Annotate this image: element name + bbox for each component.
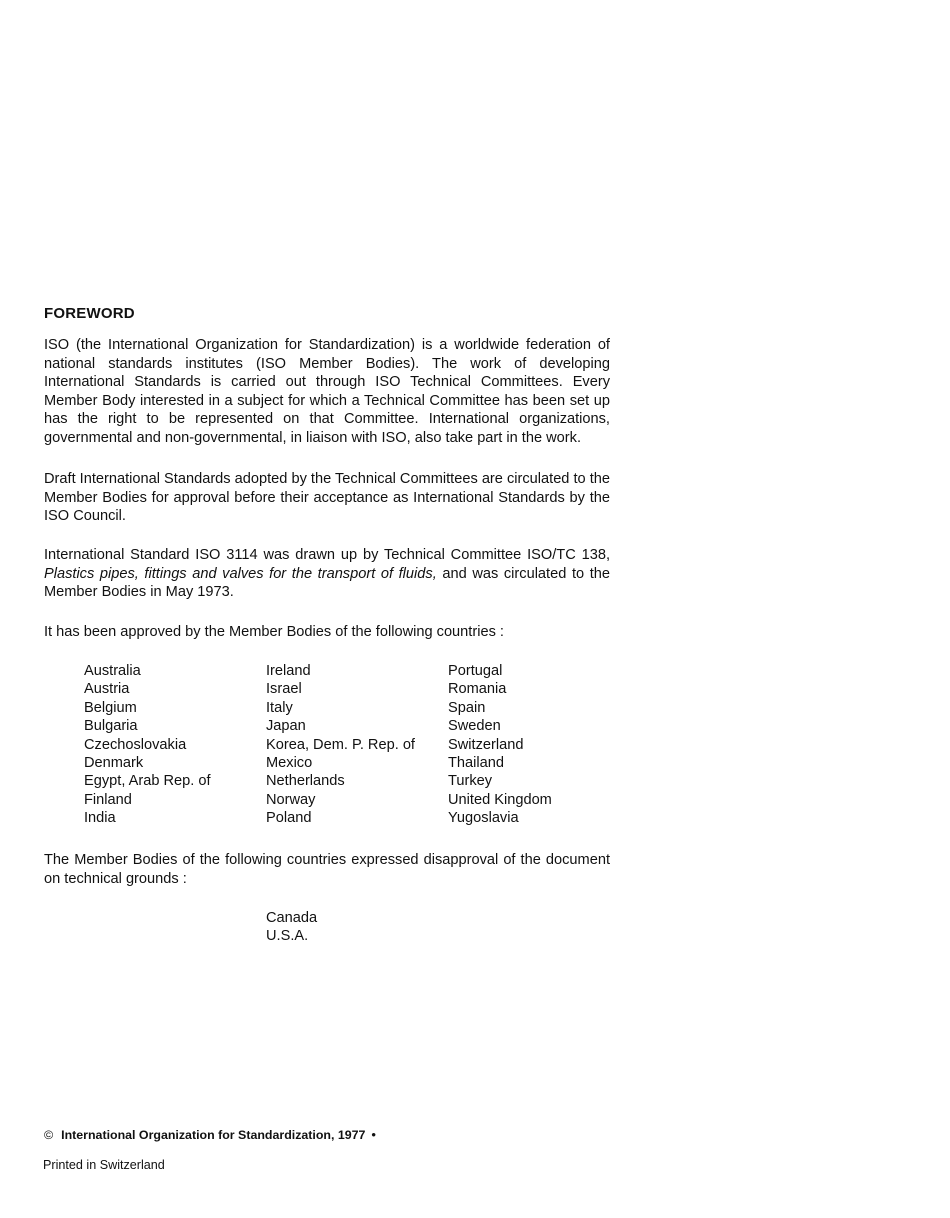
approving-countries-list xyxy=(84,662,624,828)
country-item: Austria xyxy=(84,681,130,698)
country-item: Netherlands xyxy=(266,773,345,790)
country-item: Bulgaria xyxy=(84,718,138,735)
country-item: United Kingdom xyxy=(448,791,552,808)
country-item: Yugoslavia xyxy=(448,810,519,827)
country-item: Spain xyxy=(448,699,486,716)
country-item: U.S.A. xyxy=(266,928,309,945)
country-item: Czechoslovakia xyxy=(84,736,187,753)
foreword-heading: FOREWORD xyxy=(44,305,135,322)
country-item: Mexico xyxy=(266,755,313,772)
paragraph-iso-3114-start: International Standard ISO 3114 was drawn up by Technical Committee ISO/TC 138, xyxy=(44,547,610,563)
country-item: Denmark xyxy=(84,755,144,772)
disapproving-countries-list xyxy=(266,909,317,946)
paragraph-disapproval-intro: The Member Bodies of the following countries expressed disapproval of the document on technical grounds : xyxy=(44,852,610,887)
paragraph-draft-standards: Draft International Standards adopted by the Technical Committees are circulated to the Member Bodies for approval before their acceptance as International Standards by the ISO Council. xyxy=(44,471,610,524)
copyright-symbol: © xyxy=(44,1128,54,1142)
country-item: Japan xyxy=(266,718,306,735)
bullet-icon: • xyxy=(371,1128,376,1142)
country-item: Romania xyxy=(448,681,507,698)
country-item: Turkey xyxy=(448,773,493,790)
country-item: Poland xyxy=(266,810,312,827)
paragraph-iso-3114 xyxy=(44,546,610,602)
paragraph-iso-intro: ISO (the International Organization for Standardization) is a worldwide federation of national standards institutes (ISO Member Bodies). The work of developing International Standards is carried out through ISO Technical Committees. Every Member Body interested in a subject for which a Technical Committee has been set up has the right to be represented on that Committee. International organizations, governmental and non-governmental, in liaison with ISO, also take part in the work. xyxy=(44,337,610,446)
country-item: Israel xyxy=(266,681,302,698)
committee-title: Plastics pipes, fittings and valves for the transport of fluids, xyxy=(44,565,437,582)
country-item: Italy xyxy=(266,699,293,716)
country-item: Switzerland xyxy=(448,736,524,753)
country-item: Sweden xyxy=(448,718,501,735)
country-item: Australia xyxy=(84,663,141,679)
country-item: India xyxy=(84,810,116,827)
copyright-text: International Organization for Standardization, 1977 xyxy=(61,1128,366,1142)
country-item: Canada xyxy=(266,910,318,926)
country-item: Norway xyxy=(266,791,316,808)
country-item: Ireland xyxy=(266,663,311,679)
printed-in-note: Printed in Switzerland xyxy=(43,1158,165,1172)
paragraph-approval-intro: It has been approved by the Member Bodies of the following countries : xyxy=(44,624,504,640)
country-item: Portugal xyxy=(448,663,503,679)
copyright-line xyxy=(44,1128,376,1142)
country-item: Korea, Dem. P. Rep. of xyxy=(266,736,415,753)
country-item: Belgium xyxy=(84,699,137,716)
country-item: Thailand xyxy=(448,755,504,772)
country-item: Finland xyxy=(84,791,132,808)
paragraph-iso-3114-end: and was circulated to the Member Bodies in May 1973. xyxy=(44,565,611,600)
country-item: Egypt, Arab Rep. of xyxy=(84,773,211,790)
